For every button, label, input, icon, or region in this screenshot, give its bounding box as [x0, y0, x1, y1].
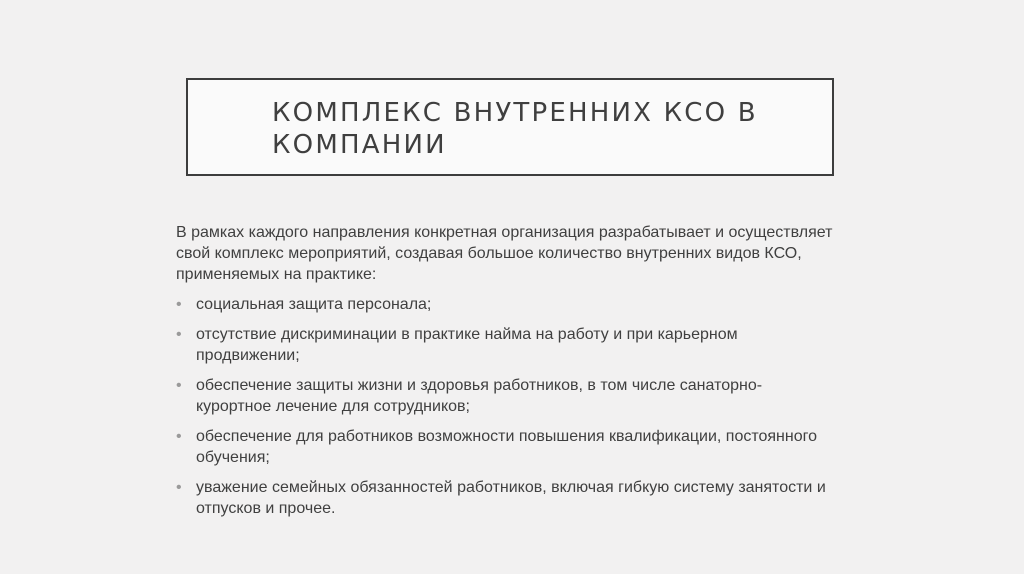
intro-paragraph: В рамках каждого направления конкретная организация разрабатывает и осуществляет свой комплекс мероприятий, создавая большое количество внутренних видов КСО, применяемых на практике:	[176, 224, 833, 283]
list-item	[176, 426, 836, 468]
bullet-icon: •	[176, 428, 182, 445]
slide-content	[176, 222, 836, 528]
title-box	[186, 78, 834, 176]
bullet-text: отсутствие дискриминации в практике найма на работу и при карьерном продвижении;	[196, 326, 738, 364]
list-item	[176, 324, 836, 366]
list-item	[176, 294, 836, 315]
bullet-icon: •	[176, 326, 182, 343]
list-item	[176, 375, 836, 417]
bullet-text: обеспечение защиты жизни и здоровья работников, в том числе санаторно-курортное лечение для сотрудников;	[196, 377, 763, 415]
bullet-list	[176, 294, 836, 519]
bullet-icon: •	[176, 377, 182, 394]
bullet-text: обеспечение для работников возможности повышения квалификации, постоянного обучения;	[196, 428, 817, 466]
bullet-icon: •	[176, 479, 182, 496]
bullet-icon: •	[176, 296, 182, 313]
list-item	[176, 477, 836, 519]
bullet-text: уважение семейных обязанностей работников, включая гибкую систему занятости и отпусков и прочее.	[196, 479, 826, 517]
slide-title: КОМПЛЕКС ВНУТРЕННИХ КСО В КОМПАНИИ	[272, 98, 758, 160]
bullet-text: социальная защита персонала;	[196, 296, 432, 313]
